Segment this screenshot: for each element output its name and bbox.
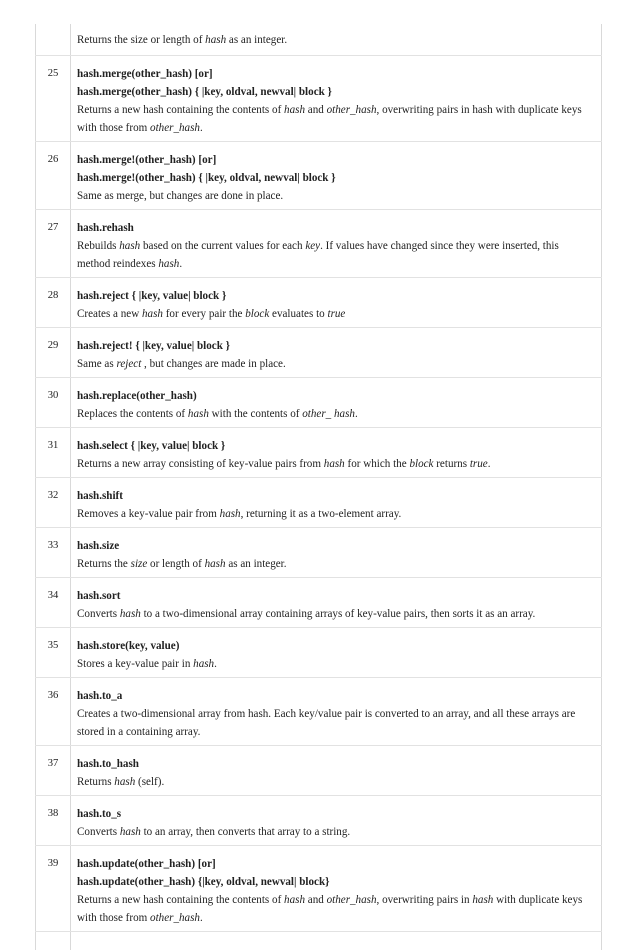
emphasized-text: reject xyxy=(116,358,141,370)
description-text: , overwriting pairs in hash with duplicate keys with those from xyxy=(77,104,582,134)
method-description xyxy=(77,101,593,137)
row-number: 32 xyxy=(36,478,71,528)
description-text: (self). xyxy=(135,776,164,788)
emphasized-text: true xyxy=(327,308,345,320)
method-signature: hash.to_hash xyxy=(77,755,593,773)
method-description xyxy=(77,305,593,323)
row-number: 28 xyxy=(36,278,71,328)
description-text: Returns a new hash containing the contents of xyxy=(77,104,284,116)
method-signature: hash.rehash xyxy=(77,219,593,237)
emphasized-text: key xyxy=(305,240,320,252)
description-text: Removes a key-value pair from xyxy=(77,508,220,520)
row-description-cell xyxy=(71,378,602,428)
description-text: . xyxy=(200,912,203,924)
method-signature: hash.merge!(other_hash) [or] xyxy=(77,151,593,169)
description-text: and xyxy=(305,104,327,116)
row-description-cell xyxy=(71,846,602,932)
emphasized-text: other_hash xyxy=(327,104,377,116)
row-number: 33 xyxy=(36,528,71,578)
description-text: Converts xyxy=(77,608,120,620)
row-number: 38 xyxy=(36,796,71,846)
method-signature: hash.replace(other_hash) xyxy=(77,387,593,405)
description-text: . xyxy=(200,122,203,134)
emphasized-text: hash xyxy=(120,826,141,838)
method-description xyxy=(77,891,593,927)
row-description-cell xyxy=(71,628,602,678)
table-row xyxy=(36,378,602,428)
row-description-cell xyxy=(71,678,602,746)
emphasized-text: hash xyxy=(284,894,305,906)
description-text: Creates a two-dimensional array from hash. Each key/value pair is converted to an array, and all these arrays are stored in a containing array. xyxy=(77,708,575,738)
method-description xyxy=(77,773,593,791)
methods-table-page xyxy=(35,24,601,950)
row-number-cell xyxy=(36,24,71,56)
description-text: Returns a new hash containing the contents of xyxy=(77,894,284,906)
method-description xyxy=(77,187,593,205)
table-row-continues xyxy=(36,932,602,950)
table-row xyxy=(36,796,602,846)
row-description-cell xyxy=(71,796,602,846)
table-row xyxy=(36,278,602,328)
row-description-cell xyxy=(71,56,602,142)
description-text: Creates a new xyxy=(77,308,142,320)
emphasized-text: hash xyxy=(193,658,214,670)
row-description-cell xyxy=(71,428,602,478)
description-text: with duplicate keys with those from xyxy=(77,894,582,924)
method-description xyxy=(77,405,593,423)
method-description xyxy=(77,455,593,473)
row-number: 27 xyxy=(36,210,71,278)
description-text: , overwriting pairs in xyxy=(377,894,473,906)
method-description xyxy=(77,605,593,623)
description-text: . xyxy=(214,658,217,670)
row-description-cell xyxy=(71,528,602,578)
description-text: as an integer. xyxy=(226,34,287,46)
method-description xyxy=(77,505,593,523)
description-text: and xyxy=(305,894,327,906)
description-text: based on the current values for each xyxy=(140,240,305,252)
description-text: Returns xyxy=(77,776,114,788)
emphasized-text: hash xyxy=(205,34,226,46)
emphasized-text: block xyxy=(409,458,433,470)
emphasized-text: hash xyxy=(220,508,241,520)
methods-table-body xyxy=(36,24,602,950)
emphasized-text: hash xyxy=(114,776,135,788)
row-number: 26 xyxy=(36,142,71,210)
row-description-cell xyxy=(71,24,602,56)
description-text: Converts xyxy=(77,826,120,838)
method-signature: hash.merge!(other_hash) { |key, oldval, newval| block } xyxy=(77,169,593,187)
table-row xyxy=(36,528,602,578)
method-signature: hash.to_a xyxy=(77,687,593,705)
description-text: , but changes are made in place. xyxy=(141,358,285,370)
method-signature: hash.select { |key, value| block } xyxy=(77,437,593,455)
emphasized-text: hash xyxy=(472,894,493,906)
emphasized-text: hash xyxy=(142,308,163,320)
method-signature: hash.to_s xyxy=(77,805,593,823)
row-number: 37 xyxy=(36,746,71,796)
row-description-cell xyxy=(71,932,602,950)
table-row xyxy=(36,328,602,378)
row-description-cell xyxy=(71,746,602,796)
description-text: Same as xyxy=(77,358,116,370)
table-row xyxy=(36,56,602,142)
emphasized-text: hash xyxy=(324,458,345,470)
method-description xyxy=(77,705,593,741)
emphasized-text: other_hash xyxy=(150,122,200,134)
description-text: for which the xyxy=(345,458,410,470)
emphasized-text: block xyxy=(245,308,269,320)
description-text: Stores a key-value pair in xyxy=(77,658,193,670)
description-text: Returns the size or length of xyxy=(77,34,205,46)
emphasized-text: other_ hash xyxy=(302,408,355,420)
description-text: . If values have changed since they were inserted, this method reindexes xyxy=(77,240,559,270)
row-number: 39 xyxy=(36,846,71,932)
description-text: with the contents of xyxy=(209,408,302,420)
description-text: returns xyxy=(433,458,469,470)
method-signature: hash.shift xyxy=(77,487,593,505)
method-signature: hash.store(key, value) xyxy=(77,637,593,655)
methods-table xyxy=(35,24,602,950)
row-description-cell xyxy=(71,210,602,278)
description-text: or length of xyxy=(147,558,204,570)
table-row xyxy=(36,746,602,796)
emphasized-text: hash xyxy=(120,608,141,620)
method-signature: hash.merge(other_hash) [or] xyxy=(77,65,593,83)
description-text: Returns a new array consisting of key-value pairs from xyxy=(77,458,324,470)
emphasized-text: hash xyxy=(188,408,209,420)
row-number: 31 xyxy=(36,428,71,478)
table-row xyxy=(36,428,602,478)
emphasized-text: other_hash xyxy=(150,912,200,924)
row-number-cell xyxy=(36,932,71,950)
method-description xyxy=(77,823,593,841)
table-row xyxy=(36,578,602,628)
emphasized-text: hash xyxy=(284,104,305,116)
description-text: for every pair the xyxy=(163,308,245,320)
emphasized-text: hash xyxy=(119,240,140,252)
method-description xyxy=(77,31,593,49)
method-signature: hash.reject! { |key, value| block } xyxy=(77,337,593,355)
method-signature: hash.update(other_hash) {|key, oldval, newval| block} xyxy=(77,873,593,891)
description-text: to an array, then converts that array to a string. xyxy=(141,826,350,838)
description-text: Rebuilds xyxy=(77,240,119,252)
table-row xyxy=(36,846,602,932)
description-text: . xyxy=(179,258,182,270)
row-number: 30 xyxy=(36,378,71,428)
method-signature: hash.sort xyxy=(77,587,593,605)
row-description-cell xyxy=(71,478,602,528)
description-text: , returning it as a two-element array. xyxy=(241,508,402,520)
row-description-cell xyxy=(71,328,602,378)
description-text: Same as merge, but changes are done in place. xyxy=(77,190,283,202)
table-row xyxy=(36,628,602,678)
row-number: 36 xyxy=(36,678,71,746)
method-signature: hash.size xyxy=(77,537,593,555)
method-description xyxy=(77,555,593,573)
emphasized-text: hash xyxy=(158,258,179,270)
emphasized-text: hash xyxy=(205,558,226,570)
description-text: evaluates to xyxy=(269,308,327,320)
row-description-cell xyxy=(71,278,602,328)
emphasized-text: true xyxy=(470,458,488,470)
table-row xyxy=(36,210,602,278)
method-description xyxy=(77,355,593,373)
row-description-cell xyxy=(71,578,602,628)
description-text: to a two-dimensional array containing arrays of key-value pairs, then sorts it as an array. xyxy=(141,608,536,620)
method-description xyxy=(77,237,593,273)
method-description xyxy=(77,655,593,673)
description-text: . xyxy=(488,458,491,470)
table-row xyxy=(36,678,602,746)
method-signature: hash.update(other_hash) [or] xyxy=(77,855,593,873)
table-row-continued xyxy=(36,24,602,56)
row-number: 25 xyxy=(36,56,71,142)
row-description-cell xyxy=(71,142,602,210)
row-number: 34 xyxy=(36,578,71,628)
emphasized-text: size xyxy=(131,558,148,570)
row-number: 29 xyxy=(36,328,71,378)
description-text: Replaces the contents of xyxy=(77,408,188,420)
row-number: 35 xyxy=(36,628,71,678)
method-signature: hash.reject { |key, value| block } xyxy=(77,287,593,305)
emphasized-text: other_hash xyxy=(327,894,377,906)
method-signature: hash.merge(other_hash) { |key, oldval, newval| block } xyxy=(77,83,593,101)
description-text: Returns the xyxy=(77,558,131,570)
description-text: . xyxy=(355,408,358,420)
table-row xyxy=(36,478,602,528)
description-text: as an integer. xyxy=(226,558,287,570)
table-row xyxy=(36,142,602,210)
